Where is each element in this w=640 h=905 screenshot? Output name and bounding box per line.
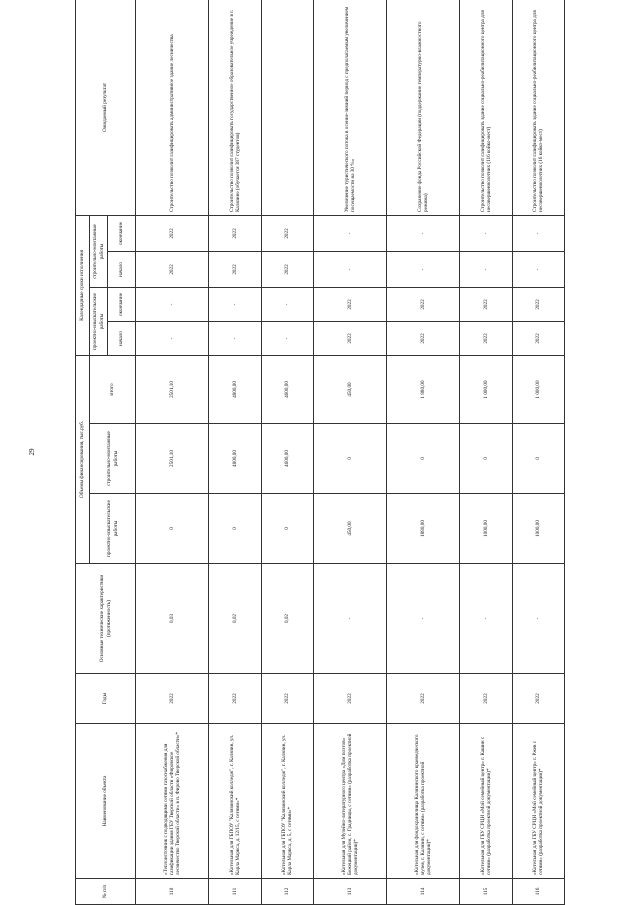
row-fin-design-cell: 1000,00	[512, 494, 564, 564]
row-tech-cell: 0,02	[209, 564, 261, 674]
row-number-cell: 111	[209, 879, 261, 905]
row-construction-end-cell: 2022	[209, 215, 261, 251]
row-design-start-cell: -	[136, 321, 209, 355]
row-object-name-cell: «Котельная для ГБПОУ "Калязинский колледж", г. Калязин, ул. Карла Маркса, д. 12/15, с сетями»*	[209, 724, 261, 879]
row-number-cell: 112	[261, 879, 313, 905]
row-fin-total-cell: 1 880,00	[387, 355, 460, 423]
header-num: № п/п	[76, 879, 136, 905]
row-construction-start-cell: 2022	[261, 251, 313, 287]
table-row	[313, 0, 386, 905]
row-years-cell: 2022	[209, 674, 261, 724]
header-fin-design-label: проектно-изыскательские работы	[106, 500, 119, 557]
row-fin-design-cell: 1880,00	[387, 494, 460, 564]
row-object-name-cell: «Котельная для ГБПОУ "Калязинский колледж", г. Калязин, ул. Карла Маркса, д. 5, с сетями»*	[261, 724, 313, 879]
row-construction-end-cell: 2022	[261, 215, 313, 251]
row-design-start-cell: 2022	[512, 321, 564, 355]
header-cal-construction: строительно-монтажные работы	[90, 215, 108, 287]
row-construction-end-cell: 2022	[136, 215, 209, 251]
row-tech-cell: -	[313, 564, 386, 674]
header-fin-total: итого	[90, 355, 136, 423]
row-years-cell: 2022	[261, 674, 313, 724]
row-fin-design-cell: 1000,00	[460, 494, 512, 564]
row-design-start-cell: 2022	[460, 321, 512, 355]
table-row	[512, 0, 564, 905]
row-fin-design-cell: 450,00	[313, 494, 386, 564]
header-object-name: Наименование объекта	[76, 724, 136, 879]
row-fin-design-cell: 0	[136, 494, 209, 564]
row-design-start-cell: 2022	[313, 321, 386, 355]
header-cal-design: проектно-изыскательские работы	[90, 287, 108, 355]
row-fin-total-cell: 1 000,00	[460, 355, 512, 423]
row-design-end-cell: -	[136, 287, 209, 321]
header-construction-end: окончание	[108, 215, 136, 251]
row-result-cell: Строительство позволит газифицировать государственное образовательное учреждение в г. Калязине (обучается 387 студентов)	[209, 0, 261, 215]
row-years-cell: 2022	[387, 674, 460, 724]
row-result-cell	[261, 0, 313, 215]
row-fin-total-cell: 4800,00	[209, 355, 261, 423]
row-tech-cell: -	[387, 564, 460, 674]
row-years-cell: 2022	[512, 674, 564, 724]
header-fin-design	[90, 494, 136, 564]
row-result-cell: Увеличение туристического потока в осенне-зимний период с предполагаемым увеличением посещаемости на 30 %»	[313, 0, 386, 215]
row-design-end-cell: -	[209, 287, 261, 321]
financing-table	[75, 0, 565, 905]
row-fin-construction-cell: 4600,00	[261, 424, 313, 494]
header-calendar-group: Календарные сроки исполнения	[76, 215, 90, 355]
row-construction-end-cell: -	[387, 215, 460, 251]
row-tech-cell: 0,03	[136, 564, 209, 674]
row-years-cell: 2022	[313, 674, 386, 724]
row-fin-construction-cell: 4800,00	[209, 424, 261, 494]
row-number-cell: 115	[460, 879, 512, 905]
row-construction-start-cell: 2022	[136, 251, 209, 287]
row-fin-construction-cell: 2501,10	[136, 424, 209, 494]
header-construction-start: начало	[108, 251, 136, 287]
row-object-name-cell: «Котельная для фондохранилища Калязинского краеведческого музея, г. Калязин, с сетями» (разработка проектной документации)*	[387, 724, 460, 879]
row-construction-end-cell: -	[512, 215, 564, 251]
row-construction-start-cell: -	[313, 251, 386, 287]
table-row	[209, 0, 261, 905]
row-fin-total-cell: 450,00	[313, 355, 386, 423]
row-construction-start-cell: -	[460, 251, 512, 287]
row-design-start-cell: -	[261, 321, 313, 355]
row-construction-start-cell: 2022	[209, 251, 261, 287]
row-result-cell: Строительство позволит газифицировать здание социально-реабилитационного центра для несовершеннолетних (16 койко-мест)	[512, 0, 564, 215]
row-result-cell: Сохранение фонда Российской Федерации (поддержание температурно-влажностного режима)	[387, 0, 460, 215]
header-design-start: начало	[108, 321, 136, 355]
row-result-cell: Строительство позволит газифицировать здание социально-реабилитационного центра для несовершеннолетних (116 койко-мест)	[460, 0, 512, 215]
header-finance-group: Объемы финансирования, тыс.руб.	[76, 355, 90, 563]
row-object-name-cell: «Котельная для ГБУ СРЦН «Мой семейный центр» г. Ржев с сетями» (разработка проектной документации)*	[512, 724, 564, 879]
row-fin-total-cell: 2501,10	[136, 355, 209, 423]
row-design-end-cell: 2022	[460, 287, 512, 321]
row-fin-design-cell: 0	[261, 494, 313, 564]
row-design-start-cell: 2022	[387, 321, 460, 355]
header-fin-construction-label: строительно-монтажные работы	[106, 431, 119, 486]
row-number-cell: 113	[313, 879, 386, 905]
header-fin-construction	[90, 424, 136, 494]
row-fin-construction-cell: 0	[460, 424, 512, 494]
row-fin-design-cell: 0	[209, 494, 261, 564]
table-row	[460, 0, 512, 905]
table-body	[136, 0, 565, 905]
row-tech-cell: 0,02	[261, 564, 313, 674]
row-years-cell: 2022	[136, 674, 209, 724]
row-number-cell: 110	[136, 879, 209, 905]
row-design-end-cell: 2022	[512, 287, 564, 321]
header-design-end: окончание	[108, 287, 136, 321]
row-fin-total-cell: 4600,00	[261, 355, 313, 423]
row-tech-cell: -	[460, 564, 512, 674]
row-construction-end-cell: -	[460, 215, 512, 251]
header-years: Годы	[76, 674, 136, 724]
row-fin-construction-cell: 0	[512, 424, 564, 494]
table-row	[261, 0, 313, 905]
row-design-end-cell: 2022	[313, 287, 386, 321]
row-years-cell: 2022	[460, 674, 512, 724]
row-fin-total-cell: 1 000,00	[512, 355, 564, 423]
row-design-start-cell: -	[209, 321, 261, 355]
row-design-end-cell: 2022	[387, 287, 460, 321]
row-object-name-cell: «Теплоисточник с подводящими сетями газоснабжения для газификации здания ГБУ Тверской области «Фировское лесничество Тверской области» в п. Фирово Тверской области»*	[136, 724, 209, 879]
row-result-cell: Строительство позволит газифицировать административное здание лесничества	[136, 0, 209, 215]
row-construction-start-cell: -	[387, 251, 460, 287]
row-construction-start-cell: -	[512, 251, 564, 287]
header-tech: Основные технические характеристики (протяженность)	[76, 564, 136, 674]
row-tech-cell: -	[512, 564, 564, 674]
header-result: Ожидаемый результат	[76, 0, 136, 215]
row-design-end-cell: -	[261, 287, 313, 321]
row-construction-end-cell: -	[313, 215, 386, 251]
row-object-name-cell: «Котельная для Музейно-литературного центра «Дом поэтов» Бежецкий район, с. Градницы, с сетями» (разработка проектной документации)*	[313, 724, 386, 879]
page-number: 29	[28, 448, 36, 456]
rotated-table-sheet	[75, 0, 565, 905]
row-object-name-cell: «Котельная для ГБУ СРЦН «Мой семейный центр» г. Кашин с сетями» (разработка проектной документации)*	[460, 724, 512, 879]
row-fin-construction-cell: 0	[387, 424, 460, 494]
table-row	[136, 0, 209, 905]
table-row	[387, 0, 460, 905]
row-number-cell: 114	[387, 879, 460, 905]
row-number-cell: 116	[512, 879, 564, 905]
row-fin-construction-cell: 0	[313, 424, 386, 494]
